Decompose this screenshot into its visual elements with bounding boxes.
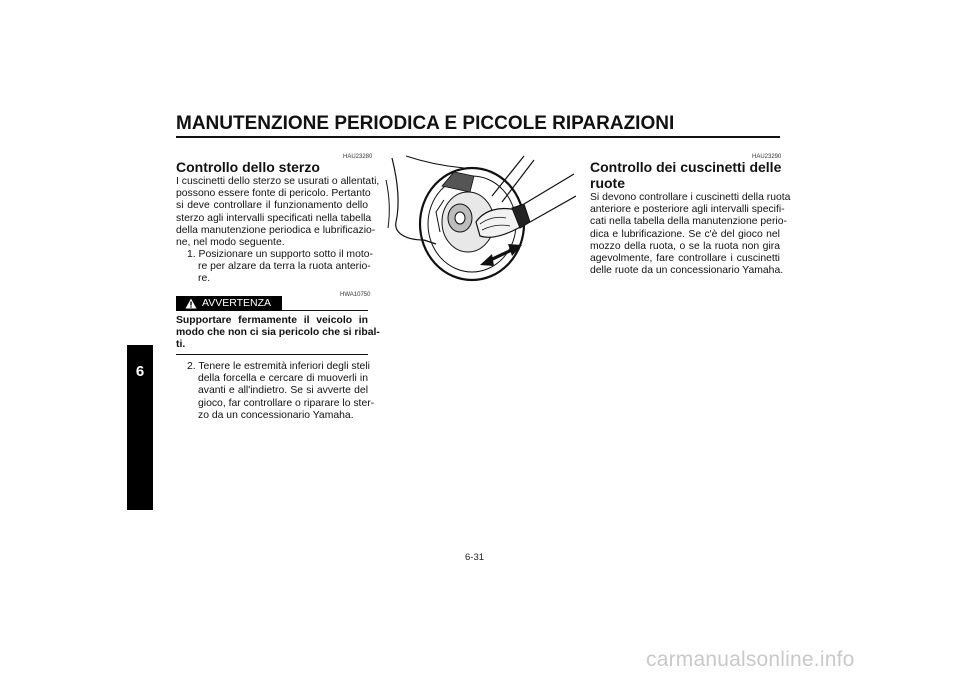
text-line: 1. Posizionare un supporto sotto il moto-: [187, 249, 373, 260]
text-line: ti.: [176, 339, 186, 351]
wheel-bearings-paragraph: [590, 192, 791, 277]
wheel-bearings-heading: [590, 159, 781, 191]
text-line: ne, nel modo seguente.: [176, 237, 285, 249]
warning-badge: [176, 296, 282, 311]
text-line: I cuscinetti dello sterzo se usurati o allentati,: [176, 176, 380, 187]
section-code-wheel-bearings: HAU23290: [752, 154, 782, 160]
warning-label: AVVERTENZA: [202, 297, 272, 309]
text-line: possono essere fonte di pericolo. Pertanto: [176, 188, 371, 200]
page-header-title: MANUTENZIONE PERIODICA E PICCOLE RIPARAZIONI: [176, 113, 675, 134]
text-line: re.: [198, 273, 211, 285]
text-line: mozzo della ruota, o se la ruota non gira: [590, 240, 780, 252]
text-line: re per alzare da terra la ruota anterio-: [198, 261, 371, 273]
text-line: sterzo agli intervalli specificati nella tabella: [176, 212, 372, 224]
header-rule: [176, 136, 780, 138]
text-line: della forcella e cercare di muoverli in: [198, 373, 368, 385]
steering-intro-paragraph: [176, 176, 380, 249]
steering-check-heading: Controllo dello sterzo: [176, 159, 320, 175]
text-line: si deve controllare il funzionamento dello: [176, 200, 368, 212]
section-code-steering: HAU23280: [343, 154, 373, 160]
heading-line: Controllo dei cuscinetti delle: [590, 159, 782, 175]
step-1: [187, 249, 373, 286]
heading-line: ruote: [590, 175, 625, 191]
text-line: della manutenzione periodica e lubrificazio-: [176, 224, 376, 236]
step-2: [187, 361, 375, 422]
text-line: modo che non ci sia pericolo che si ribal-: [176, 327, 380, 339]
watermark[interactable]: carmanualsonline.info: [646, 648, 855, 671]
page-number: 6-31: [465, 552, 485, 563]
text-line: Supportare fermamente il veicolo in: [176, 315, 368, 326]
text-line: cati nella tabella della manutenzione perio-: [590, 216, 787, 228]
text-line: anteriore e posteriore agli intervalli specifi-: [590, 204, 785, 216]
text-line: dica e lubrificazione. Se c'è del gioco nel: [590, 228, 780, 240]
text-line: delle ruote da un concessionario Yamaha.: [590, 265, 784, 277]
steering-check-illustration: [384, 152, 576, 282]
text-line: agevolmente, fare controllare i cuscinetti: [590, 253, 780, 265]
warning-code: HWA10750: [340, 292, 371, 298]
warning-text: [176, 315, 380, 352]
text-line: zo da un concessionario Yamaha.: [198, 409, 354, 421]
text-line: avanti e all'indietro. Se si avverte del: [198, 385, 368, 397]
text-line: Si devono controllare i cuscinetti della ruota: [590, 192, 791, 203]
warning-triangle-icon: [185, 298, 197, 309]
warning-line: [282, 310, 368, 311]
text-line: gioco, far controllare o riparare lo ster-: [198, 397, 375, 409]
warning-bottom-rule: [176, 354, 368, 355]
text-line: 2. Tenere le estremità inferiori degli steli: [187, 361, 370, 372]
chapter-tab[interactable]: 6: [127, 345, 153, 510]
